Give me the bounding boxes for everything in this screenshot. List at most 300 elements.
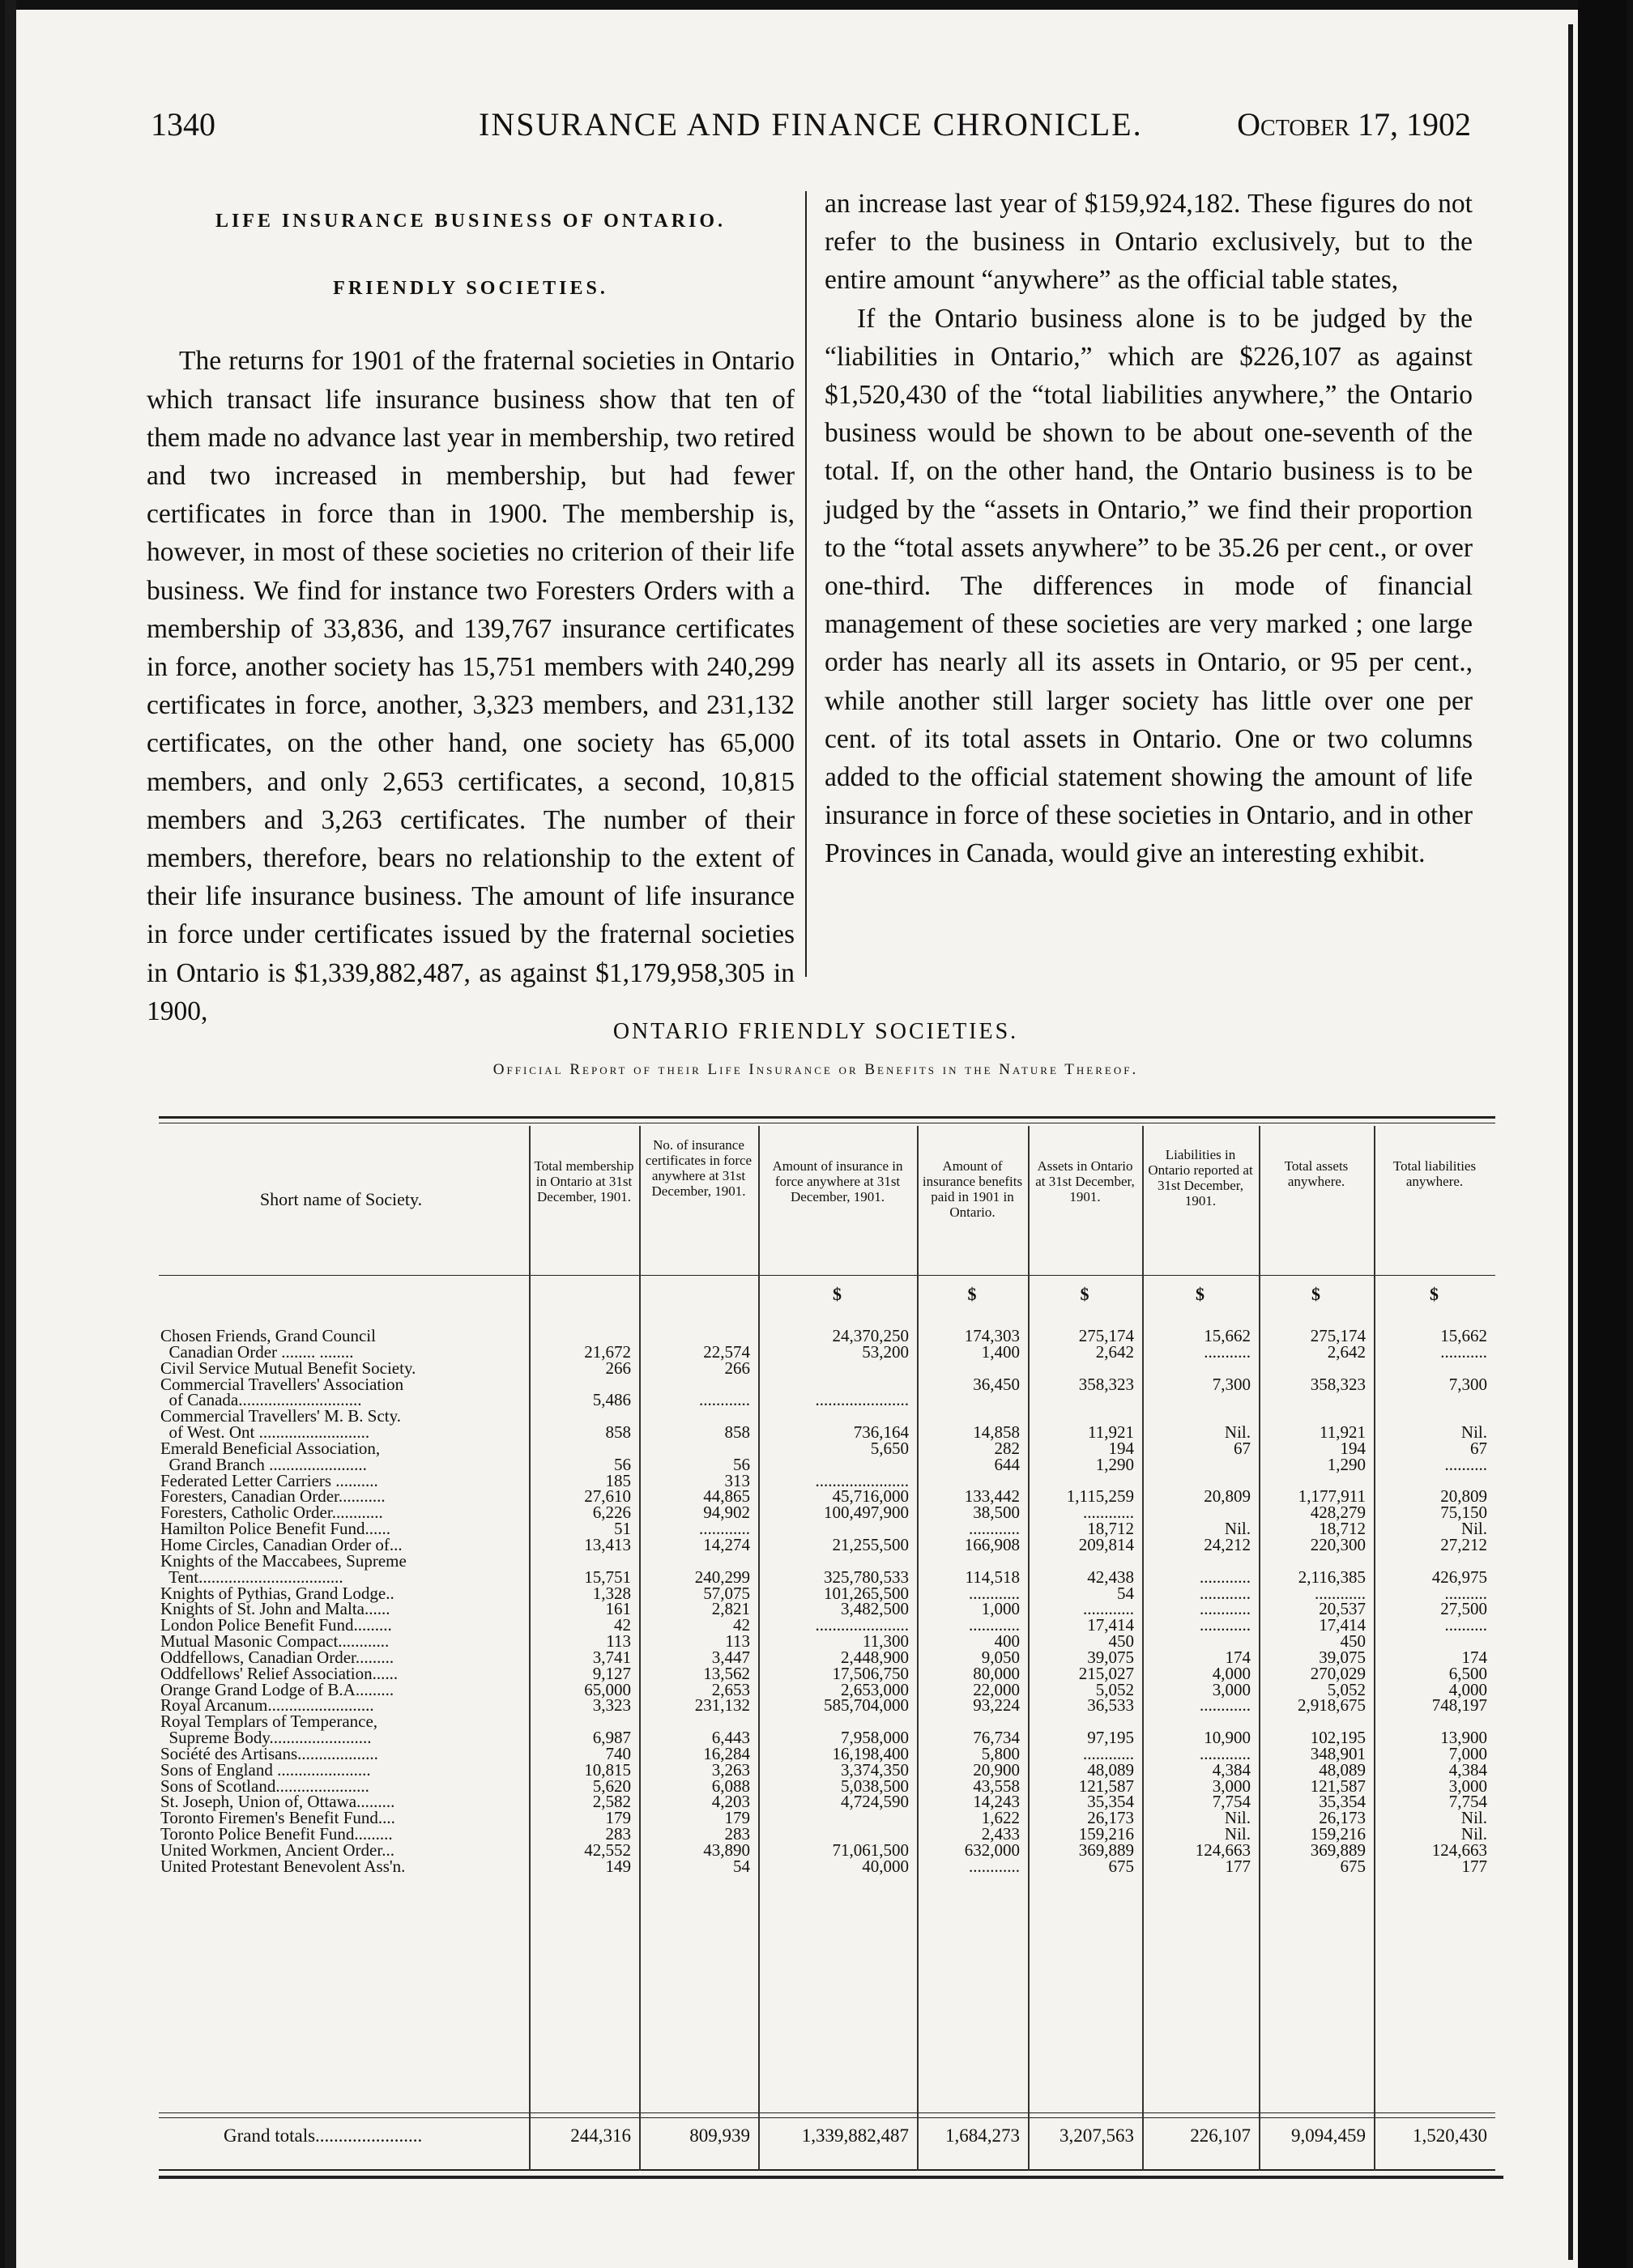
- table-cell: 44,865: [703, 1486, 750, 1507]
- table-cell: 174,303: [964, 1326, 1020, 1345]
- table-cell: 71,061,500: [832, 1840, 909, 1860]
- table-cell: 736,164: [853, 1422, 909, 1443]
- table-cell: 14,858: [973, 1422, 1020, 1443]
- table-cell: 21,672: [584, 1341, 631, 1362]
- table-cell: 42: [614, 1615, 631, 1635]
- society-name-line: Emerald Beneficial Association,: [160, 1438, 381, 1458]
- society-name-line: Commercial Travellers' Association: [160, 1374, 404, 1394]
- table-cell: Nil.: [1460, 1519, 1487, 1539]
- right-paragraph-1: an increase last year of $159,924,182. These figures do not refer to the business in Ontario exclusively, but to the entire amount “anywhere” as the official table states,: [825, 189, 1473, 296]
- table-cell: Nil.: [1224, 1824, 1251, 1844]
- table-bottom-rule: [159, 2169, 1495, 2171]
- column-rule: [805, 191, 807, 977]
- society-name-line: Orange Grand Lodge of B.A.........: [160, 1679, 394, 1699]
- table-cell: 100,497,900: [824, 1503, 909, 1523]
- table-cell: 48,089: [1319, 1759, 1366, 1780]
- table-cell: 7,000: [1448, 1743, 1487, 1763]
- table-cell: 209,814: [1078, 1534, 1134, 1554]
- table-cell: 18,712: [1319, 1519, 1366, 1539]
- table-cell: 11,300: [863, 1631, 909, 1652]
- table-cell: 7,754: [1448, 1792, 1487, 1812]
- table-cell: 369,889: [1310, 1840, 1366, 1860]
- table-cell: 2,653,000: [841, 1679, 909, 1699]
- data-column: [532, 1328, 631, 1875]
- table-cell: 54: [733, 1856, 750, 1876]
- table-cell: 1,400: [981, 1341, 1020, 1362]
- table-cell: 275,174: [1078, 1326, 1134, 1345]
- table-cell: 11,921: [1320, 1422, 1366, 1443]
- grand-total-value: 809,939: [689, 2125, 750, 2146]
- right-paragraph-2: If the Ontario business alone is to be judged by the “liabilities in Ontario,” which are $226,107 as against $1,520,430 of the “total liabilities anywhere,” the Ontario business would be shown to be about one-seventh of the total. If, on the other hand, the Ontario business is to be judged by the “assets in Ontario,” we find their proportion to the “total assets anywhere” to be 35.26 per cent., or over one-third. The differences in mode of financial management of these societies are very marked ; one large order has nearly all its assets in Ontario, or 95 per cent., while another still larger society has little over one per cent. of its total assets in Ontario. One or two columns added to the official statement showing the amount of life insurance in force of these societies in Ontario, and in other Provinces in Canada, would give an interesting exhibit.: [825, 303, 1473, 869]
- table-cell: 166,908: [964, 1534, 1020, 1554]
- table-cell: 17,414: [1087, 1615, 1134, 1635]
- table-cell: 20,809: [1440, 1486, 1487, 1507]
- table-cell: 10,900: [1204, 1728, 1251, 1748]
- table-cell: 179: [724, 1808, 750, 1828]
- society-name-line: Chosen Friends, Grand Council: [160, 1328, 376, 1345]
- table-cell: 5,486: [592, 1390, 631, 1410]
- table-cell: 6,987: [592, 1728, 631, 1748]
- table-cell: 13,900: [1440, 1728, 1487, 1748]
- table-cell: 358,323: [1310, 1374, 1366, 1394]
- header-rule: [159, 1275, 1495, 1276]
- table-cell: 3,000: [1448, 1776, 1487, 1796]
- table-cell: 57,075: [703, 1583, 750, 1603]
- totals-rule: [159, 2112, 1495, 2113]
- dollar-sign: $: [1430, 1284, 1439, 1304]
- left-paragraph: The returns for 1901 of the fraternal societies in Ontario which transact life insurance business show that ten of them made no advance last year in membership, two retired and two increased in membership, but had fewer certificates in force than in 1900. The membership is, however, in most of these societies no criterion of their life business. We find for instance two Foresters Orders with a membership of 33,836, and 139,767 insurance certificates in force, another society has 15,751 members with 240,299 certificates in force, another, 3,323 members, and 231,132 certificates, on the other hand, one society has 65,000 members, and only 2,653 certificates, a second, 10,815 members and 3,263 certificates. The number of their members, therefore, bears no relationship to the extent of their life insurance business. The amount of life insurance in force under certificates issued by the fraternal societies in Ontario is $1,339,882,487, as against $1,179,958,305 in 1900,: [147, 346, 795, 1026]
- society-name-line: Sons of Scotland......................: [160, 1776, 369, 1796]
- table-cell: 1,290: [1327, 1454, 1366, 1474]
- table-cell: 124,663: [1431, 1840, 1487, 1860]
- table-cell: 42: [733, 1615, 750, 1635]
- table-cell: 348,901: [1310, 1743, 1366, 1763]
- table-cell: 6,443: [711, 1728, 750, 1748]
- table-cell: 14,243: [973, 1792, 1020, 1812]
- table-cell: 26,173: [1087, 1808, 1134, 1828]
- table-cell: 7,300: [1448, 1374, 1487, 1394]
- table-cell: 113: [725, 1631, 750, 1652]
- society-name-line: Canadian Order ........ ........: [160, 1341, 354, 1362]
- grand-totals-label: Grand totals.......................: [224, 2125, 423, 2146]
- table-cell: 97,195: [1087, 1728, 1134, 1748]
- table-cell: Nil.: [1224, 1422, 1251, 1443]
- table-cell: [1031, 1392, 1134, 1409]
- table-cell: 114,518: [965, 1567, 1020, 1587]
- table-cell: ...........: [1204, 1341, 1251, 1362]
- table-cell: 7,754: [1212, 1792, 1251, 1812]
- column-divider: [1028, 1126, 1030, 2171]
- table-cell: 4,000: [1212, 1663, 1251, 1683]
- table-cell: 3,323: [592, 1695, 631, 1716]
- society-name-line: of Canada.............................: [160, 1390, 362, 1410]
- table-cell: 113: [606, 1631, 631, 1652]
- table-cell: 2,582: [592, 1792, 631, 1812]
- column-divider: [917, 1126, 919, 2171]
- name-column-header: Short name of Society.: [259, 1189, 423, 1209]
- table-cell: 1,622: [981, 1808, 1020, 1828]
- table-cell: 282: [994, 1438, 1020, 1458]
- grand-total-value: 1,684,273: [945, 2125, 1020, 2146]
- table-cell: 42,438: [1087, 1567, 1134, 1587]
- society-name-line: Home Circles, Canadian Order of...: [160, 1534, 403, 1554]
- column-divider: [758, 1126, 760, 2171]
- society-name-line: Société des Artisans...................: [160, 1743, 378, 1763]
- table-cell: 16,284: [703, 1743, 750, 1763]
- table-cell: 3,741: [592, 1647, 631, 1667]
- data-column: [1262, 1328, 1366, 1875]
- table-cell: 266: [724, 1358, 750, 1378]
- table-cell: 17,506,750: [832, 1663, 909, 1683]
- article-heading: LIFE INSURANCE BUSINESS OF ONTARIO.: [215, 211, 727, 232]
- society-name-line: United Protestant Benevolent Ass'n.: [160, 1856, 406, 1875]
- table-cell: 283: [605, 1824, 631, 1844]
- society-name-line: Knights of Pythias, Grand Lodge..: [160, 1583, 394, 1603]
- table-cell: 38,500: [973, 1503, 1020, 1523]
- society-name-line: Civil Service Mutual Benefit Society.: [160, 1358, 416, 1378]
- table-cell: 231,132: [694, 1695, 750, 1716]
- table-cell: ............: [699, 1519, 750, 1539]
- page-edge-line: [1568, 24, 1573, 2260]
- table-cell: 3,447: [711, 1647, 750, 1667]
- table-cell: 75,150: [1440, 1503, 1487, 1523]
- table-cell: 48,089: [1087, 1759, 1134, 1780]
- table-cell: 7,300: [1212, 1374, 1251, 1394]
- society-name-line: Toronto Police Benefit Fund.........: [160, 1824, 393, 1844]
- society-name-line: Foresters, Canadian Order...........: [160, 1486, 386, 1507]
- table-cell: 174: [1461, 1647, 1487, 1667]
- society-name-line: Knights of the Maccabees, Supreme: [160, 1550, 407, 1571]
- table-cell: Nil.: [1224, 1808, 1251, 1828]
- column-divider: [529, 1126, 531, 2171]
- table-cell: ..........: [1444, 1454, 1487, 1474]
- table-cell: ............: [969, 1583, 1020, 1603]
- table-cell: 45,716,000: [832, 1486, 909, 1507]
- table-cell: 174: [1225, 1647, 1251, 1667]
- table-cell: 313: [724, 1470, 750, 1490]
- table-cell: 24,370,250: [832, 1326, 909, 1345]
- table-cell: 675: [1108, 1856, 1134, 1876]
- table-cell: 6,226: [592, 1503, 631, 1523]
- table-cell: 1,177,911: [1298, 1486, 1366, 1507]
- table-cell: 2,653: [711, 1679, 750, 1699]
- table-cell: 67: [1470, 1438, 1487, 1458]
- table-cell: ............: [1083, 1743, 1134, 1763]
- table-cell: 20,809: [1204, 1486, 1251, 1507]
- table-cell: ............: [1200, 1599, 1251, 1619]
- table-cell: 428,279: [1310, 1503, 1366, 1523]
- table-cell: 35,354: [1319, 1792, 1366, 1812]
- right-column: [825, 185, 1473, 873]
- table-cell: 3,263: [711, 1759, 750, 1780]
- data-column: [1377, 1328, 1487, 1875]
- table-cell: 56: [733, 1454, 750, 1474]
- table-cell: [1262, 1392, 1366, 1409]
- table-cell: 121,587: [1078, 1776, 1134, 1796]
- column-header: Amount of insurance in force anywhere at 31st December, 1901.: [772, 1158, 903, 1204]
- table-cell: 179: [605, 1808, 631, 1828]
- table-cell: 14,274: [703, 1534, 750, 1554]
- table-cell: 426,975: [1431, 1567, 1487, 1587]
- dollar-sign: $: [967, 1284, 977, 1304]
- table-cell: 80,000: [973, 1663, 1020, 1683]
- table-cell: 9,050: [981, 1647, 1020, 1667]
- table-cell: [920, 1392, 1020, 1409]
- table-cell: 15,662: [1440, 1326, 1487, 1345]
- table-cell: Nil.: [1460, 1422, 1487, 1443]
- table-cell: 185: [605, 1470, 631, 1490]
- society-names: [160, 1328, 529, 1875]
- table-cell: 6,088: [711, 1776, 750, 1796]
- column-header: Liabilities in Ontario reported at 31st December, 1901.: [1148, 1147, 1253, 1209]
- table-cell: 220,300: [1310, 1534, 1366, 1554]
- table-cell: [761, 1361, 909, 1377]
- table-cell: 740: [605, 1743, 631, 1763]
- society-name-line: Hamilton Police Benefit Fund......: [160, 1519, 391, 1539]
- table-cell: 40,000: [862, 1856, 909, 1876]
- table-cell: 2,918,675: [1298, 1695, 1366, 1716]
- table-cell: 43,558: [973, 1776, 1020, 1796]
- table-cell: 27,500: [1440, 1599, 1487, 1619]
- table-cell: 585,704,000: [824, 1695, 909, 1716]
- grand-total-value: 9,094,459: [1291, 2125, 1366, 2146]
- publication-title: INSURANCE AND FINANCE CHRONICLE.: [479, 106, 1143, 143]
- table-cell: 4,384: [1212, 1759, 1251, 1780]
- table-cell: 42,552: [584, 1840, 631, 1860]
- running-header: [151, 105, 1471, 154]
- society-name-line: Toronto Firemen's Benefit Fund....: [160, 1808, 395, 1828]
- table-cell: 4,203: [711, 1792, 750, 1812]
- table-cell: 22,574: [703, 1341, 750, 1362]
- table-subtitle: Official Report of their Life Insurance or Benefits in the Nature Thereof.: [492, 1061, 1139, 1078]
- data-column: [1145, 1328, 1251, 1875]
- dollar-sign: $: [833, 1284, 842, 1304]
- table-cell: 1,328: [592, 1583, 631, 1603]
- table-cell: ............: [969, 1615, 1020, 1635]
- table-cell: 5,038,500: [841, 1776, 909, 1796]
- table-cell: 101,265,500: [824, 1583, 909, 1603]
- table-cell: [1377, 1392, 1487, 1409]
- table-cell: 35,354: [1087, 1792, 1134, 1812]
- table-cell: 632,000: [964, 1840, 1020, 1860]
- table-cell: 94,902: [703, 1503, 750, 1523]
- table-cell: 26,173: [1319, 1808, 1366, 1828]
- table-cell: 18,712: [1087, 1519, 1134, 1539]
- society-name-line: Sons of England ......................: [160, 1759, 371, 1780]
- table-cell: ............: [969, 1856, 1020, 1876]
- table-cell: 194: [1108, 1438, 1134, 1458]
- grand-total-value: 1,520,430: [1413, 2125, 1487, 2146]
- issue-date: October 17, 1902: [1237, 106, 1471, 143]
- table-cell: ............: [1315, 1583, 1366, 1603]
- table-cell: 20,900: [973, 1759, 1020, 1780]
- table-cell: ......................: [815, 1615, 909, 1635]
- table-cell: Nil.: [1460, 1808, 1487, 1828]
- table-cell: [761, 1810, 909, 1827]
- column-divider: [1374, 1126, 1375, 2171]
- left-column: [147, 202, 795, 1030]
- table-cell: 54: [1117, 1583, 1134, 1603]
- society-name-line: Grand Branch .......................: [160, 1454, 367, 1474]
- scan-right-border: [1578, 0, 1627, 2268]
- column-divider: [639, 1126, 641, 2171]
- column-header: Amount of insurance benefits paid in 1901 in Ontario.: [922, 1158, 1023, 1220]
- table-cell: 121,587: [1310, 1776, 1366, 1796]
- table-cell: 15,751: [584, 1567, 631, 1587]
- table-cell: 159,216: [1078, 1824, 1134, 1844]
- table-cell: 2,821: [711, 1599, 750, 1619]
- table-cell: 6,500: [1448, 1663, 1487, 1683]
- table-cell: 10,815: [584, 1759, 631, 1780]
- table-cell: 3,482,500: [841, 1599, 909, 1619]
- table-cell: 177: [1225, 1856, 1251, 1876]
- table-cell: ............: [699, 1390, 750, 1410]
- table-cell: 240,299: [694, 1567, 750, 1587]
- article-subheading: FRIENDLY SOCIETIES.: [333, 278, 608, 300]
- table-cell: 1,290: [1095, 1454, 1134, 1474]
- table-cell: 13,413: [584, 1534, 631, 1554]
- table-cell: 215,027: [1078, 1663, 1134, 1683]
- table-cell: 675: [1340, 1856, 1366, 1876]
- table-cell: 7,958,000: [841, 1728, 909, 1748]
- table-cell: 358,323: [1078, 1374, 1134, 1394]
- table-cell: ............: [1200, 1567, 1251, 1587]
- table-cell: 283: [724, 1824, 750, 1844]
- table-cell: 400: [994, 1631, 1020, 1652]
- table-cell: 325,780,533: [824, 1567, 909, 1587]
- column-header: Total assets anywhere.: [1284, 1158, 1349, 1189]
- table-cell: 124,663: [1195, 1840, 1251, 1860]
- table-cell: ............: [1200, 1615, 1251, 1635]
- table-cell: ............: [1083, 1503, 1134, 1523]
- table-cell: 450: [1340, 1631, 1366, 1652]
- society-name-line: London Police Benefit Fund.........: [160, 1615, 392, 1635]
- data-column: [920, 1328, 1020, 1875]
- table-cell: ............: [1083, 1599, 1134, 1619]
- table-cell: 102,195: [1310, 1728, 1366, 1748]
- table-cell: 9,127: [592, 1663, 631, 1683]
- column-divider: [1142, 1126, 1144, 2171]
- table-cell: 1,115,259: [1066, 1486, 1134, 1507]
- table-cell: 22,000: [973, 1679, 1020, 1699]
- table-cell: 20,537: [1319, 1599, 1366, 1619]
- table-cell: 275,174: [1310, 1326, 1366, 1345]
- society-name-line: of West. Ont ..........................: [160, 1422, 370, 1443]
- table-cell: ............: [1200, 1743, 1251, 1763]
- table-cell: 5,620: [592, 1776, 631, 1796]
- table-cell: Nil.: [1460, 1824, 1487, 1844]
- society-name-line: Royal Templars of Temperance,: [160, 1712, 378, 1732]
- table-cell: 36,450: [973, 1374, 1020, 1394]
- society-name-line: Oddfellows' Relief Association......: [160, 1663, 399, 1683]
- society-name-line: Federated Letter Carriers ..........: [160, 1470, 378, 1490]
- column-header: Total membership in Ontario at 31st December, 1901.: [534, 1158, 634, 1204]
- table-cell: 149: [605, 1856, 631, 1876]
- table-cell: 36,533: [1087, 1695, 1134, 1716]
- table-cell: Nil.: [1224, 1519, 1251, 1539]
- table-cell: 177: [1461, 1856, 1487, 1876]
- table-cell: 17,414: [1319, 1615, 1366, 1635]
- society-name-line: Royal Arcanum.........................: [160, 1695, 374, 1716]
- data-column: [642, 1328, 750, 1875]
- dollar-sign: $: [1311, 1284, 1320, 1304]
- table-cell: 39,075: [1087, 1647, 1134, 1667]
- column-divider: [1259, 1126, 1260, 2171]
- table-cell: 270,029: [1310, 1663, 1366, 1683]
- table-cell: [1145, 1457, 1251, 1473]
- data-column: [761, 1328, 909, 1875]
- table-cell: 5,650: [870, 1438, 909, 1458]
- page-bottom-rule: [159, 2176, 1503, 2179]
- table-cell: 51: [614, 1519, 631, 1539]
- scanned-page: [5, 0, 1627, 2268]
- table-cell: 67: [1234, 1438, 1251, 1458]
- table-cell: ............: [969, 1519, 1020, 1539]
- table-cell: 2,116,385: [1298, 1567, 1366, 1587]
- table-cell: 133,442: [964, 1486, 1020, 1507]
- table-cell: 748,197: [1431, 1695, 1487, 1716]
- table-cell: 858: [724, 1422, 750, 1443]
- society-name-line: Commercial Travellers' M. B. Scty.: [160, 1406, 401, 1426]
- table-cell: 5,052: [1327, 1679, 1366, 1699]
- table-cell: 13,562: [703, 1663, 750, 1683]
- table-cell: 159,216: [1310, 1824, 1366, 1844]
- page-number: 1340: [151, 106, 215, 143]
- society-name-line: United Workmen, Ancient Order...: [160, 1840, 394, 1860]
- society-name-line: Knights of St. John and Malta......: [160, 1599, 390, 1619]
- table-cell: 3,000: [1212, 1679, 1251, 1699]
- table-cell: 450: [1108, 1631, 1134, 1652]
- table-cell: 1,000: [981, 1599, 1020, 1619]
- table-cell: 65,000: [584, 1679, 631, 1699]
- table-cell: 43,890: [703, 1840, 750, 1860]
- grand-total-value: 3,207,563: [1060, 2125, 1134, 2146]
- table-cell: 21,255,500: [832, 1534, 909, 1554]
- table-cell: 369,889: [1078, 1840, 1134, 1860]
- society-name-line: Mutual Masonic Compact............: [160, 1631, 390, 1652]
- table-cell: ......................: [815, 1390, 909, 1410]
- table-cell: 5,800: [981, 1743, 1020, 1763]
- table-cell: 16,198,400: [832, 1743, 909, 1763]
- table-cell: 11,921: [1088, 1422, 1134, 1443]
- scan-top-border: [5, 0, 1627, 10]
- table-cell: 2,448,900: [841, 1647, 909, 1667]
- dollar-sign: $: [1080, 1284, 1089, 1304]
- table-cell: ......................: [815, 1470, 909, 1490]
- table-cell: 2,642: [1327, 1341, 1366, 1362]
- table-cell: [1145, 1392, 1251, 1409]
- table-title: ONTARIO FRIENDLY SOCIETIES.: [612, 1019, 1019, 1044]
- dollar-sign: $: [1196, 1284, 1204, 1304]
- table-cell: 3,000: [1212, 1776, 1251, 1796]
- societies-table: [159, 1116, 1495, 2153]
- table-cell: ............: [1200, 1695, 1251, 1716]
- table-cell: 4,724,590: [841, 1792, 909, 1812]
- table-cell: ............: [1200, 1583, 1251, 1603]
- table-cell: 56: [614, 1454, 631, 1474]
- grand-total-value: 244,316: [570, 2125, 631, 2146]
- table-cell: 15,662: [1204, 1326, 1251, 1345]
- grand-total-value: 226,107: [1190, 2125, 1251, 2146]
- table-cell: 4,384: [1448, 1759, 1487, 1780]
- table-cell: 2,433: [981, 1824, 1020, 1844]
- table-cell: 161: [605, 1599, 631, 1619]
- table-cell: 39,075: [1319, 1647, 1366, 1667]
- table-cell: ..........: [1444, 1583, 1487, 1603]
- society-name-line: Tent..................................: [160, 1567, 343, 1587]
- data-column: [1031, 1328, 1134, 1875]
- table-cell: 644: [994, 1454, 1020, 1474]
